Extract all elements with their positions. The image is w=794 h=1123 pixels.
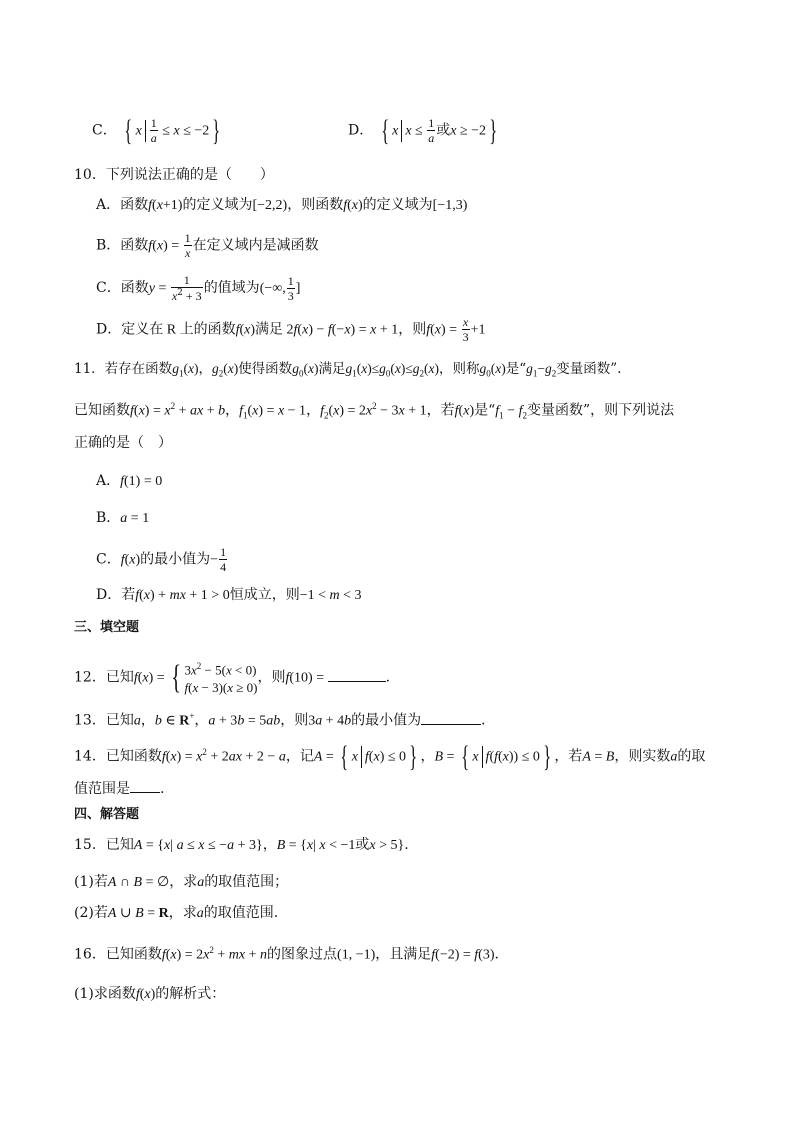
q14-line1: 14．已知函数$f(x) = x^2 + 2ax + 2 - a$，记A = { x f(x) ≤ 0 } ，B = { x f(f(x)) ≤ 0 } ，若A = B，则实数a的取 bbox=[74, 739, 706, 773]
q14-answer-blank[interactable] bbox=[130, 780, 160, 793]
section-fill-in-title: 三、填空题 bbox=[74, 620, 140, 635]
q11-line1: 11．若存在函数$g_1(x)$，$g_2(x)$使得函数$g_0(x)$满足$g_1(x)\le g_0(x)\le g_2(x)$，则称$g_0(x)$是“$g_1-g_2$变量函数”. bbox=[74, 361, 622, 379]
q9-option-c: C． { x $\frac{1}{a}$ ≤ x ≤ −2 } bbox=[92, 113, 221, 147]
q13: 13．已知a，b ∈ R+，a + 3b = 5ab，则3a + 4b的最小值为 ． bbox=[74, 711, 496, 729]
q13-answer-blank[interactable] bbox=[421, 712, 481, 725]
q11-option-c: C．f(x)的最小值为− $\frac{1}{4}$ bbox=[96, 545, 227, 574]
q10-option-a: A．函数f(x+1)的定义域为[−2,2)，则函数f(x)的定义域为[−1,3) bbox=[96, 197, 468, 213]
q11-option-d: D．若f(x) + mx + 1 > 0恒成立，则−1 < m < 3 bbox=[96, 587, 362, 603]
q16-sub1: (1)求函数f(x)的解析式： bbox=[74, 986, 226, 1002]
q15-sub2: (2)若A ∪ B = R，求a的取值范围. bbox=[74, 905, 279, 921]
q10-option-d: D．定义在 R 上的函数f(x)满足 2f(x) − f(−x) = x + 1，则f(x) = $\frac{x}{3}$ +1 bbox=[96, 315, 486, 344]
q15-sub1: (1)若A ∩ B = ∅，求a的取值范围； bbox=[74, 874, 289, 890]
q12-answer-blank[interactable] bbox=[328, 669, 386, 682]
q16: 16．已知函数$f(x) = 2x^2$ + mx + n的图象过点(1, −1)，且满足f(−2) = f(3). bbox=[74, 945, 499, 963]
q11-option-b: B．a = 1 bbox=[96, 510, 150, 526]
q11-option-a: A．f(1) = 0 bbox=[96, 473, 163, 489]
q10-option-c: C．函数y = $\frac{1}{x^2 + 3}$ 的值域为(−∞, $\frac{1}{3}$ ] bbox=[96, 273, 301, 303]
q14-line2: 值范围是 . bbox=[74, 781, 165, 797]
q10-stem: 10．下列说法正确的是（ ） bbox=[74, 167, 274, 183]
section-solve-title: 四、解答题 bbox=[74, 807, 140, 822]
q10-option-b: B．函数f(x) = $\frac{1}{x}$ 在定义域内是减函数 bbox=[96, 231, 319, 260]
q15: 15．已知A = {x| a ≤ x ≤ −a + 3}，B = {x| x < −1或x > 5}. bbox=[74, 837, 409, 853]
q11-line3: 正确的是（ ） bbox=[74, 435, 172, 451]
q11-line2: 已知函数$f(x) = x^2$ + ax + b，$f_1(x) = x - 1$，$f_2(x) = 2x^2 - 3x + 1$，若f(x)是“$f_1 - f_2$变量函数”，则下列说法 bbox=[74, 401, 675, 421]
q9-option-d: D． { x x ≤ $\frac{1}{a}$ 或x ≥ −2 } bbox=[348, 113, 498, 147]
q12: 12．已知f(x) = { $3x^2 - 5(x < 0)$ f(x − 3)(x ≥ 0) ，则f(10) = . bbox=[74, 658, 391, 696]
